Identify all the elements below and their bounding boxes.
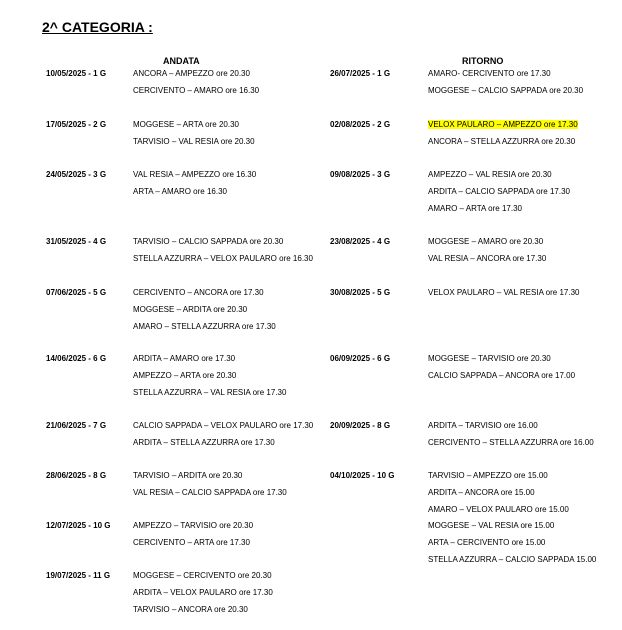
andata-match: VAL RESIA – CALCIO SAPPADA ore 17.30	[133, 487, 287, 497]
ritorno-match: CERCIVENTO – STELLA AZZURRA ore 16.00	[428, 437, 594, 447]
andata-match: TARVISIO – ANCORA ore 20.30	[133, 604, 248, 614]
andata-match: MOGGESE – ARDITA ore 20.30	[133, 304, 248, 314]
andata-match: TARVISIO – VAL RESIA ore 20.30	[133, 136, 255, 146]
andata-match: CERCIVENTO – ANCORA ore 17.30	[133, 288, 264, 297]
andata-match: ANCORA – AMPEZZO ore 20.30	[133, 69, 250, 78]
ritorno-round-date: 04/10/2025 - 10 G	[330, 471, 395, 480]
page-title: 2^ CATEGORIA :	[42, 19, 153, 35]
ritorno-match: MOGGESE – CALCIO SAPPADA ore 20.30	[428, 85, 584, 95]
andata-match: STELLA AZZURRA – VELOX PAULARO ore 16.30	[133, 253, 313, 263]
andata-match: AMARO – STELLA AZZURRA ore 17.30	[133, 321, 276, 331]
ritorno-match: AMARO – ARTA ore 17.30	[428, 203, 522, 213]
ritorno-header: RITORNO	[462, 56, 504, 66]
andata-round-date: 14/06/2025 - 6 G	[46, 354, 107, 363]
andata-match: ARTA – AMARO ore 16.30	[133, 186, 227, 196]
ritorno-round-date: 30/08/2025 - 5 G	[330, 288, 391, 297]
ritorno-match: TARVISIO – AMPEZZO ore 15.00	[428, 471, 548, 480]
andata-match: MOGGESE – CERCIVENTO ore 20.30	[133, 571, 272, 580]
andata-round-date: 31/05/2025 - 4 G	[46, 237, 107, 246]
andata-round-date: 12/07/2025 - 10 G	[46, 521, 111, 530]
andata-match: CERCIVENTO – AMARO ore 16.30	[133, 85, 260, 95]
ritorno-round-date: 09/08/2025 - 3 G	[330, 170, 391, 179]
ritorno-round-date: 06/09/2025 - 6 G	[330, 354, 391, 363]
andata-round-date: 17/05/2025 - 2 G	[46, 120, 107, 129]
ritorno-round-date: 26/07/2025 - 1 G	[330, 69, 391, 78]
ritorno-match: ARTA – CERCIVENTO ore 15.00	[428, 538, 546, 548]
ritorno-match: CALCIO SAPPADA – ANCORA ore 17.00	[428, 370, 576, 380]
ritorno-match: MOGGESE – TARVISIO ore 20.30	[428, 354, 551, 363]
andata-match: STELLA AZZURRA – VAL RESIA ore 17.30	[133, 387, 287, 397]
andata-header: ANDATA	[163, 56, 200, 66]
andata-round-date: 19/07/2025 - 11 G	[46, 571, 111, 580]
andata-match: ARDITA – STELLA AZZURRA ore 17.30	[133, 437, 275, 447]
ritorno-match: VELOX PAULARO – AMPEZZO ore 17.30	[428, 120, 578, 129]
andata-match: CALCIO SAPPADA – VELOX PAULARO ore 17.30	[133, 421, 314, 430]
andata-round-date: 07/06/2025 - 5 G	[46, 288, 107, 297]
ritorno-match: MOGGESE – AMARO ore 20.30	[428, 237, 544, 246]
andata-match: AMPEZZO – TARVISIO ore 20.30	[133, 521, 254, 530]
ritorno-match: MOGGESE – VAL RESIA ore 15.00	[428, 521, 555, 531]
andata-match: ARDITA – VELOX PAULARO ore 17.30	[133, 587, 273, 597]
andata-match: TARVISIO – ARDITA ore 20.30	[133, 471, 243, 480]
andata-round-date: 10/05/2025 - 1 G	[46, 69, 107, 78]
andata-round-date: 28/06/2025 - 8 G	[46, 471, 107, 480]
andata-match: MOGGESE – ARTA ore 20.30	[133, 120, 239, 129]
andata-round-date: 24/05/2025 - 3 G	[46, 170, 107, 179]
ritorno-match: AMARO – VELOX PAULARO ore 15.00	[428, 504, 569, 514]
ritorno-match: VELOX PAULARO – VAL RESIA ore 17.30	[428, 288, 580, 297]
ritorno-match: ARDITA – TARVISIO ore 16.00	[428, 421, 538, 430]
andata-match: CERCIVENTO – ARTA ore 17.30	[133, 537, 250, 547]
andata-match: ARDITA – AMARO ore 17.30	[133, 354, 236, 363]
ritorno-round-date: 20/09/2025 - 8 G	[330, 421, 391, 430]
ritorno-match: AMPEZZO – VAL RESIA ore 20.30	[428, 170, 552, 179]
ritorno-match: ANCORA – STELLA AZZURRA ore 20.30	[428, 136, 576, 146]
ritorno-match: ARDITA – CALCIO SAPPADA ore 17.30	[428, 186, 570, 196]
ritorno-match: STELLA AZZURRA – CALCIO SAPPADA 15.00	[428, 555, 597, 564]
ritorno-match: VAL RESIA – ANCORA ore 17.30	[428, 253, 547, 263]
andata-match: AMPEZZO – ARTA ore 20.30	[133, 370, 237, 380]
ritorno-round-date: 23/08/2025 - 4 G	[330, 237, 391, 246]
ritorno-round-date: 02/08/2025 - 2 G	[330, 120, 391, 129]
andata-match: TARVISIO – CALCIO SAPPADA ore 20.30	[133, 237, 284, 246]
ritorno-match: ARDITA – ANCORA ore 15.00	[428, 487, 535, 497]
andata-match: VAL RESIA – AMPEZZO ore 16.30	[133, 170, 257, 179]
andata-round-date: 21/06/2025 - 7 G	[46, 421, 107, 430]
ritorno-match: AMARO- CERCIVENTO ore 17.30	[428, 69, 551, 78]
